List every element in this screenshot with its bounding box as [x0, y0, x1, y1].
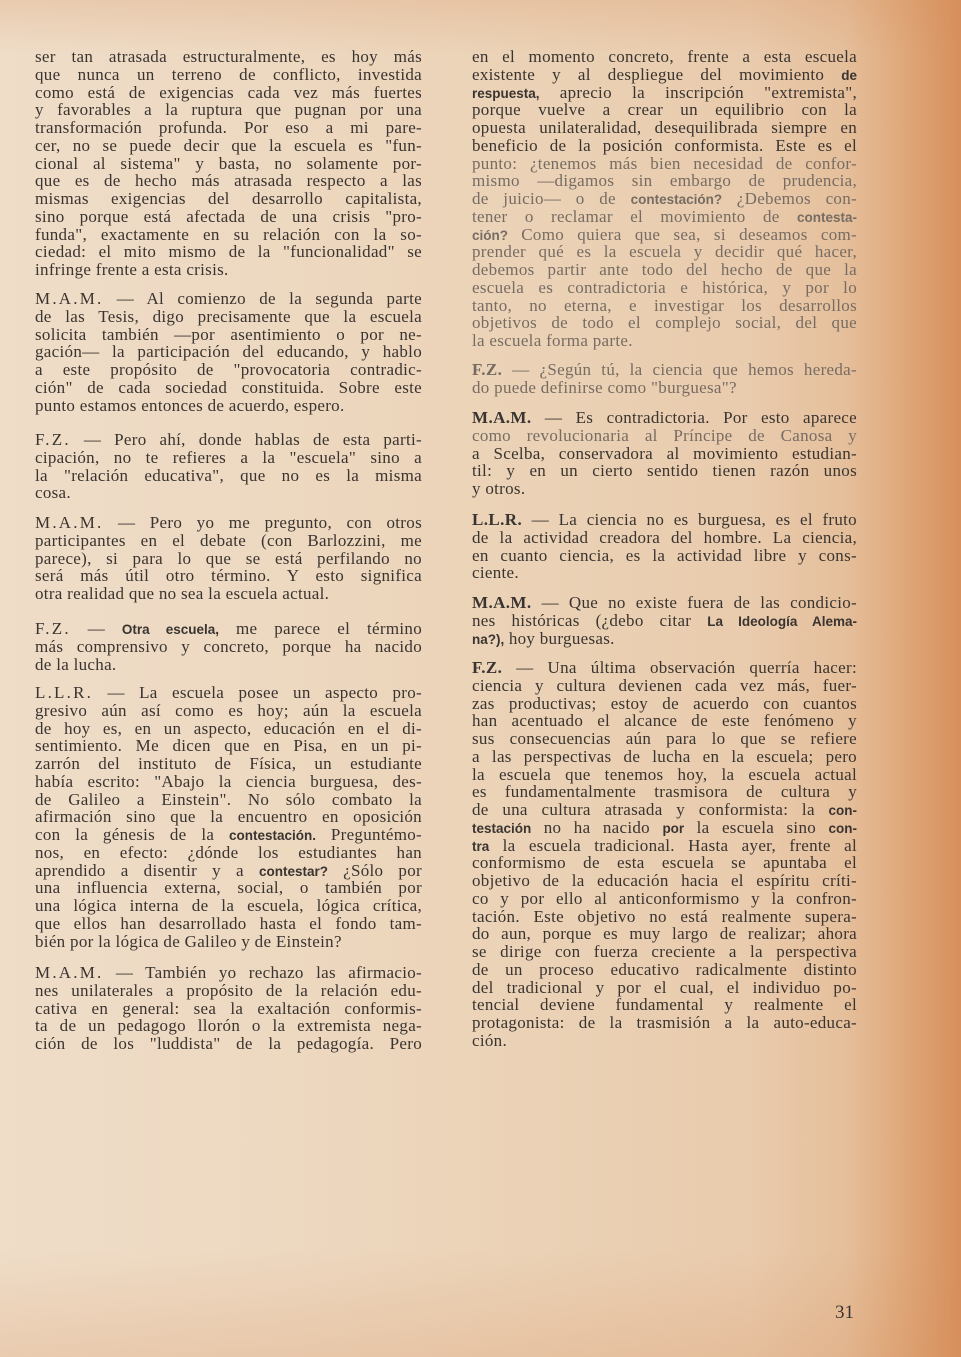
- text-line: [472, 630, 857, 648]
- paragraph: [35, 514, 422, 603]
- text-line: ser tan atrasada estructuralmente, es hoy más: [35, 47, 422, 66]
- text-line: [35, 826, 422, 844]
- emphasis-text: na?),: [472, 631, 505, 647]
- paragraph: [35, 431, 422, 502]
- text-line: solicita también —por asentimiento o por ne-: [35, 324, 422, 344]
- text-line: de la lucha.: [35, 654, 117, 674]
- emphasis-text: ción?: [472, 227, 508, 243]
- text-line: sentimiento. Me dicen que en Pisa, en un pi-: [35, 736, 422, 756]
- text-line: en el momento concreto, frente a esta escuela: [472, 47, 857, 66]
- emphasis-text: contestar?: [259, 863, 329, 879]
- line-text: — Es contradictoria. Por esto aparece: [544, 408, 857, 427]
- text-line: prender qué es la escuela y decidir qué hacer,: [472, 242, 857, 262]
- text-line: de Galileo a Einstein". No sólo combato la: [35, 789, 422, 809]
- text-line: cosa.: [35, 483, 71, 503]
- text-line: opuesta unilateralidad, desequilibrada siempre en: [472, 118, 857, 137]
- emphasis-text: Otra escuela,: [121, 622, 220, 637]
- paragraph: [472, 659, 857, 1050]
- text-line: de un proceso educativo radicalmente distinto: [472, 959, 857, 979]
- speaker-label: M.A.M.: [472, 408, 532, 427]
- text-line: [472, 837, 857, 855]
- text-line: que nunca un terreno de conflicto, investida: [35, 64, 422, 84]
- text-line: [472, 208, 857, 226]
- text-line: ción.: [472, 1030, 508, 1050]
- text-line: [35, 514, 422, 532]
- paragraph: [472, 48, 857, 350]
- text-line: se dirige con fuerza creciente a la perspectiva: [472, 942, 857, 961]
- text-line: ciedad: el mito mismo de la "funcionalidad" se: [35, 242, 422, 262]
- text-line: es fundamentalmente trasmisora de cultura y: [472, 782, 857, 802]
- text-line: del tradicional y por el cual, el individuo po-: [472, 977, 857, 997]
- line-text: — ¿Según tú, la ciencia que hemos hereda-: [512, 360, 857, 379]
- line-text: tener o reclamar el movimiento de: [472, 206, 780, 226]
- text-line: en cuanto ciencia, es la actividad libre y cons-: [472, 545, 857, 565]
- text-line: ciencia y cultura devienen cada vez más, fuer-: [472, 675, 857, 695]
- emphasis-text: por: [662, 820, 685, 836]
- text-line: que es de hecho más atrasada respecto a las: [35, 171, 422, 191]
- text-line: a las perspectivas de lucha en la escuela; pero: [472, 746, 857, 766]
- line-text: — Una última observación querría hacer:: [516, 658, 857, 677]
- line-text: —: [87, 619, 105, 638]
- text-line: había escrito: "Abajo la ciencia burguesa, des-: [35, 771, 422, 791]
- emphasis-text: de: [841, 67, 857, 83]
- line-text: me parece el término: [235, 619, 422, 638]
- right-column: [472, 0, 857, 1357]
- text-line: conformismo de esta escuela se apuntaba el: [472, 853, 857, 873]
- left-column: [35, 0, 422, 1357]
- text-line: cional al sistema" y basta, no solamente por-: [35, 153, 422, 173]
- text-line: bién por la lógica de Galileo y de Einstein?: [35, 931, 342, 951]
- text-line: [472, 66, 857, 84]
- text-line: [35, 964, 422, 982]
- emphasis-text: La Ideología Alema-: [707, 613, 857, 629]
- text-line: una influencia externa, social, o también por: [35, 878, 422, 898]
- text-line: [35, 431, 422, 449]
- text-line: sus consecuencias aún para lo que se refiere: [472, 729, 857, 748]
- text-line: que ellos han desarrollado hasta el fondo tam-: [35, 913, 422, 933]
- text-line: la escuela que tenemos hoy, la escuela actual: [472, 764, 857, 784]
- line-text: la escuela tradicional. Hasta ayer, frente al: [502, 835, 857, 855]
- line-text: — También yo rechazo las afirmacio-: [115, 963, 422, 982]
- speaker-label: F.Z.: [35, 619, 71, 638]
- text-line: participantes en el debate (con Barlozzini, me: [35, 530, 422, 550]
- emphasis-text: respuesta,: [472, 85, 540, 101]
- speaker-label: M.A.M.: [35, 513, 104, 532]
- text-line: de hoy es, en un aspecto, educación en el di-: [35, 718, 422, 738]
- text-line: debemos partir ante todo del hecho de que la: [472, 260, 857, 279]
- text-line: como revolucionaria al Príncipe de Canosa y: [472, 425, 857, 445]
- text-line: tación. Este objetivo no está realmente supera-: [472, 906, 857, 926]
- paragraph: [35, 964, 422, 1053]
- emphasis-text: contestación.: [229, 828, 317, 843]
- text-line: ción de los "luddista" de la pedagogía. Pero: [35, 1034, 422, 1053]
- paragraph: [35, 620, 422, 673]
- text-line: sino porque está afectada de una crisis "pro-: [35, 206, 422, 226]
- line-text: aprecio la inscripción "extremista",: [559, 82, 857, 102]
- text-line: funda", exactamente en su relación con la so-: [35, 224, 422, 244]
- text-line: til: y en un cierto sentido tienen razón unos: [472, 461, 857, 481]
- emphasis-text: con-: [828, 803, 857, 818]
- text-line: a este propósito de "provocatoria contradic-: [35, 360, 422, 379]
- line-text: ¿Sólo por: [343, 860, 422, 880]
- emphasis-text: contesta-: [796, 209, 857, 225]
- text-line: mismo —digamos sin embargo de prudencia,: [472, 171, 857, 191]
- line-text: de una cultura atrasada y conformista: la: [472, 800, 815, 819]
- text-line: cer, no se puede decir que la escuela es "fun-: [35, 135, 422, 155]
- text-line: han acentuado el alcance de este fenómeno y: [472, 711, 857, 731]
- line-text: — La ciencia no es burguesa, es el fruto: [531, 510, 857, 529]
- text-line: la "relación educativa", que no es la misma: [35, 465, 422, 485]
- page-number: 31: [835, 1302, 854, 1323]
- line-text: — La escuela posee un aspecto pro-: [107, 683, 422, 702]
- text-line: beneficio de la posición conformista. Este es el: [472, 135, 857, 155]
- emphasis-text: tra: [472, 838, 490, 854]
- speaker-label: M.A.M.: [35, 289, 104, 308]
- speaker-label: M.A.M.: [472, 593, 532, 612]
- text-line: [35, 862, 422, 880]
- text-line: [472, 801, 857, 819]
- text-line: punto: ¿tenemos más bien necesidad de confor-: [472, 153, 857, 173]
- line-text: con la génesis de la: [35, 825, 215, 844]
- speaker-label: L.L.R.: [35, 683, 94, 702]
- text-line: afirmación sino que la encuentro en oposición: [35, 807, 422, 827]
- text-line: objetivos de todo el complejo social, del que: [472, 313, 857, 333]
- paragraph: [472, 409, 857, 498]
- text-line: [472, 612, 857, 630]
- line-text: la escuela sino: [696, 817, 817, 837]
- text-line: gresivo aún así como es hoy; aún la escuela: [35, 700, 422, 720]
- text-line: escuela es contradictoria e histórica, y por lo: [472, 277, 857, 297]
- line-text: nes históricas (¿debo citar: [472, 610, 692, 630]
- line-text: hoy burguesas.: [508, 628, 615, 648]
- text-line: parece), si para lo que se está perfilando no: [35, 548, 422, 568]
- text-line: gación— la participación del educando, y hablo: [35, 342, 422, 362]
- text-line: una lógica interna de la escuela, lógica crítica,: [35, 896, 422, 915]
- line-text: Preguntémo-: [330, 825, 422, 844]
- text-line: [472, 226, 857, 244]
- text-line: como está de exigencias cada vez más fuertes: [35, 82, 422, 102]
- text-line: cativa en general: sea la exaltación conformis-: [35, 998, 422, 1018]
- text-line: [472, 409, 857, 427]
- text-line: ciente.: [472, 563, 519, 583]
- line-text: de juicio— o de: [472, 189, 616, 208]
- text-line: zarrón del instituto de Física, un estudiante: [35, 754, 422, 773]
- line-text: — Al comienzo de la segunda parte: [116, 289, 422, 308]
- text-line: otra realidad que no sea la escuela actual.: [35, 584, 330, 603]
- text-line: porque vuelve a crear un equilibrio con la: [472, 100, 857, 120]
- text-line: y favorables a la ruptura que pugnan por una: [35, 100, 422, 120]
- text-line: [472, 511, 857, 529]
- text-line: [35, 684, 422, 702]
- text-line: do puede definirse como "burguesa"?: [472, 377, 737, 397]
- text-line: [472, 190, 857, 208]
- emphasis-text: contestación?: [630, 192, 723, 207]
- emphasis-text: con-: [828, 820, 857, 836]
- line-text: existente y al despliegue del movimiento: [472, 64, 825, 84]
- text-line: objetivo de la educación hacia el espíritu críti-: [472, 871, 857, 890]
- line-text: — Pero ahí, donde hablas de esta parti-: [83, 430, 422, 449]
- text-line: ción" de cada sociedad constituida. Sobre este: [35, 377, 422, 397]
- text-line: transformación profunda. Por eso a mi pare-: [35, 118, 422, 137]
- text-line: será más útil otro término. Y esto significa: [35, 566, 422, 586]
- text-line: más comprensivo y concreto, porque ha nacido: [35, 636, 422, 656]
- speaker-label: F.Z.: [472, 658, 503, 677]
- text-line: [472, 594, 857, 612]
- text-line: [35, 620, 422, 638]
- text-line: tencial deviene fundamental y realmente el: [472, 995, 857, 1015]
- paragraph: [472, 511, 857, 582]
- text-line: ta de un pedagogo llorón o la extremista nega-: [35, 1016, 422, 1036]
- paragraph: [35, 290, 422, 414]
- text-line: a Scelba, conservadora al movimiento estudian-: [472, 443, 857, 463]
- text-line: punto estamos entonces de acuerdo, espero.: [35, 395, 345, 415]
- text-line: nes unilaterales a propósito de la relación edu-: [35, 980, 422, 1000]
- text-line: tanto, no eterna, e investigar los desarrollos: [472, 295, 857, 315]
- line-text: ¿Debemos con-: [736, 189, 857, 208]
- line-text: aprendido a disentir y a: [35, 860, 244, 880]
- emphasis-text: testación: [472, 820, 532, 836]
- paragraph: [472, 594, 857, 647]
- paragraph: [472, 361, 857, 397]
- paragraph: [35, 48, 422, 279]
- text-line: do aun, porque es muy largo de realizar; ahora: [472, 924, 857, 944]
- text-line: [35, 290, 422, 308]
- text-line: co y por ello al anticonformismo y la confron-: [472, 888, 857, 908]
- text-line: protagonista: de la trasmisión a la auto-educa-: [472, 1013, 857, 1032]
- text-line: [472, 361, 857, 379]
- speaker-label: M.A.M.: [35, 963, 104, 982]
- text-line: y otros.: [472, 479, 526, 498]
- line-text: Como quiera que sea, si deseamos com-: [521, 224, 857, 244]
- text-line: [472, 819, 857, 837]
- text-line: la escuela forma parte.: [472, 331, 633, 350]
- text-line: de las Tesis, digo precisamente que la escuela: [35, 306, 422, 326]
- text-line: cipación, no te refieres a la "escuela" sino a: [35, 447, 422, 467]
- line-text: no ha nacido: [543, 817, 650, 837]
- paragraph: [35, 684, 422, 950]
- text-line: nos, en efecto: ¿dónde los estudiantes han: [35, 842, 422, 862]
- speaker-label: L.L.R.: [472, 510, 523, 529]
- speaker-label: F.Z.: [35, 430, 71, 449]
- text-line: zas productivas; estoy de acuerdo con cuantos: [472, 693, 857, 713]
- text-line: [472, 659, 857, 677]
- line-text: — Que no existe fuera de las condicio-: [541, 593, 857, 612]
- line-text: — Pero yo me pregunto, con otros: [117, 513, 422, 532]
- speaker-label: F.Z.: [472, 360, 503, 379]
- text-line: [472, 84, 857, 102]
- text-line: de la actividad creadora del hombre. La ciencia,: [472, 527, 857, 547]
- text-line: infringe frente a esta crisis.: [35, 260, 229, 279]
- text-line: mismas exigencias del desarrollo capitalista,: [35, 189, 422, 208]
